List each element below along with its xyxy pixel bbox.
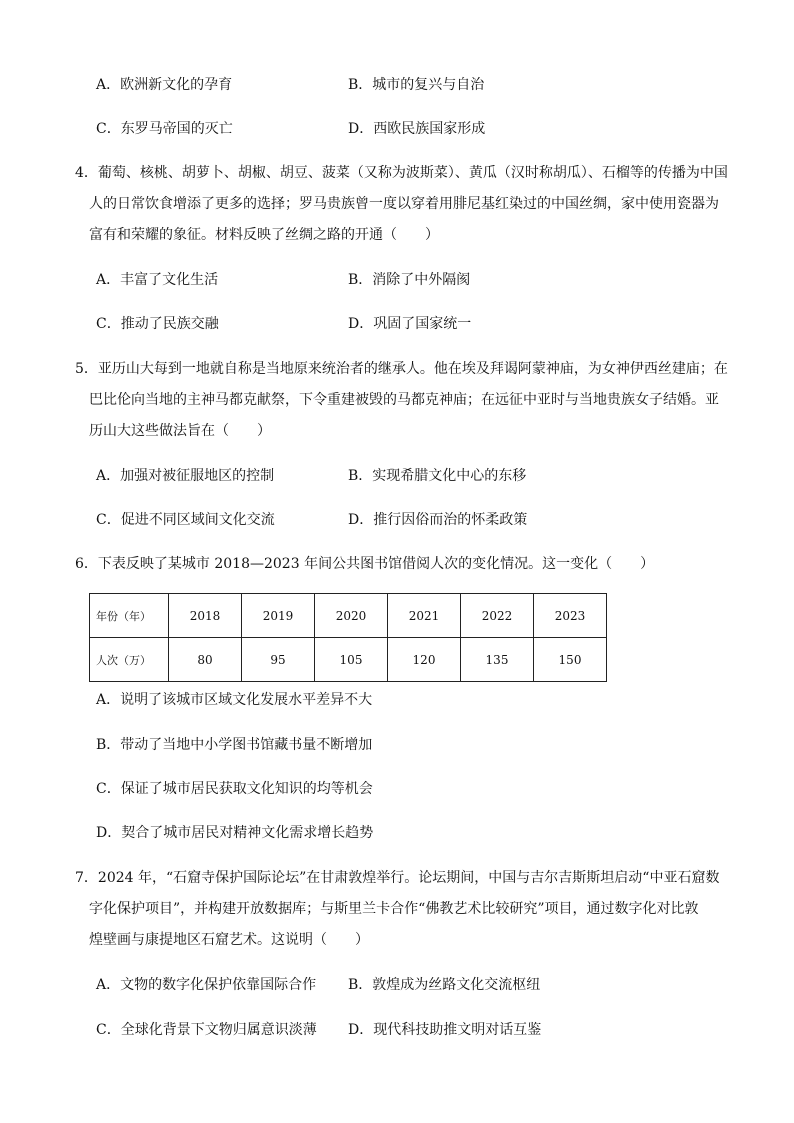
- option-text: 丰富了文化生活: [120, 272, 219, 288]
- table-cell: 135: [461, 638, 534, 682]
- option-text: 推动了民族交融: [120, 316, 219, 332]
- q7-option-a: [96, 975, 316, 995]
- q4-stem-line-2: 人的日常饮食增添了更多的选择；罗马贵族曾一度以穿着用腓尼基红染过的中国丝绸，家中使用瓷器为: [89, 196, 719, 212]
- table-cell: 105: [315, 638, 388, 682]
- q7-option-c: [96, 1020, 317, 1040]
- option-text: 推行因俗而治的怀柔政策: [373, 512, 528, 528]
- q4-stem-line-3: 富有和荣耀的象征。材料反映了丝绸之路的开通（ ）: [89, 227, 439, 243]
- option-text: 敦煌成为丝路文化交流枢纽: [372, 977, 541, 993]
- option-label: D．: [348, 1022, 374, 1038]
- q6-option-b: [96, 735, 372, 755]
- option-text: 城市的复兴与自治: [372, 77, 485, 93]
- option-text: 实现希腊文化中心的东移: [372, 468, 527, 484]
- option-text: 带动了当地中小学图书馆藏书量不断增加: [120, 737, 373, 753]
- table-cell: 95: [242, 638, 315, 682]
- option-text: 契合了城市居民对精神文化需求增长趋势: [121, 825, 374, 841]
- option-label: D．: [96, 825, 122, 841]
- q6-option-a: [96, 690, 372, 710]
- q7-stem-line-3: 煌壁画与康提地区石窟艺术。这说明（ ）: [89, 932, 369, 948]
- option-text: 西欧民族国家形成: [373, 121, 486, 137]
- q4-option-c: [96, 314, 219, 334]
- q4-option-b: [348, 270, 470, 290]
- table-cell: 80: [169, 638, 242, 682]
- q4-stem-line-1: 4．葡萄、核桃、胡萝卜、胡椒、胡豆、菠菜（又称为波斯菜）、黄瓜（汉时称胡瓜）、石榴等的传播为中国: [75, 165, 728, 181]
- option-text: 现代科技助推文明对话互鉴: [373, 1022, 542, 1038]
- table-cell: 2022: [461, 594, 534, 638]
- option-text: 文物的数字化保护依靠国际合作: [120, 977, 317, 993]
- option-text: 消除了中外隔阂: [372, 272, 471, 288]
- q5-stem-line-1: 5．亚历山大每到一地就自称是当地原来统治者的继承人。他在埃及拜谒阿蒙神庙，为女神伊西丝建庙；在: [75, 361, 728, 377]
- table-row-visits: [90, 638, 607, 682]
- option-label: C．: [96, 781, 121, 797]
- table-cell: 120: [388, 638, 461, 682]
- q3-option-a: [96, 75, 232, 95]
- table-cell: 2020: [315, 594, 388, 638]
- option-text: 保证了城市居民获取文化知识的均等机会: [120, 781, 373, 797]
- q5-option-c: [96, 510, 275, 530]
- option-text: 欧洲新文化的孕育: [120, 77, 233, 93]
- option-label: B．: [348, 77, 373, 93]
- option-label: A．: [96, 977, 121, 993]
- option-label: D．: [348, 512, 374, 528]
- table-row-years: [90, 594, 607, 638]
- q4-option-d: [348, 314, 471, 334]
- option-label: B．: [348, 272, 373, 288]
- library-visits-table: [89, 593, 607, 682]
- q5-stem-line-3: 历山大这些做法旨在（ ）: [89, 423, 271, 439]
- q7-option-b: [348, 975, 540, 995]
- option-label: B．: [96, 737, 121, 753]
- q5-option-b: [348, 466, 526, 486]
- option-text: 促进不同区域间文化交流: [120, 512, 275, 528]
- table-header-year: 年份（年）: [90, 594, 169, 638]
- option-label: C．: [96, 316, 121, 332]
- q6-option-c: [96, 779, 373, 799]
- q3-option-d: [348, 119, 485, 139]
- table-cell: 2021: [388, 594, 461, 638]
- q5-stem-line-2: 巴比伦向当地的主神马都克献祭，下令重建被毁的马都克神庙；在远征中亚时与当地贵族女子结婚。亚: [89, 392, 719, 408]
- option-label: B．: [348, 977, 373, 993]
- option-label: A．: [96, 77, 121, 93]
- option-text: 说明了该城市区域文化发展水平差异不大: [120, 692, 373, 708]
- option-text: 全球化背景下文物归属意识淡薄: [120, 1022, 317, 1038]
- option-text: 加强对被征服地区的控制: [120, 468, 275, 484]
- q7-stem-line-1: 7．2024 年，“石窟寺保护国际论坛”在甘肃敦煌举行。论坛期间，中国与吉尔吉斯斯坦启动“中亚石窟数: [75, 870, 720, 886]
- option-text: 巩固了国家统一: [373, 316, 472, 332]
- option-label: C．: [96, 121, 121, 137]
- table-header-visits: 人次（万）: [90, 638, 169, 682]
- option-label: D．: [348, 121, 374, 137]
- q3-option-b: [348, 75, 484, 95]
- option-label: A．: [96, 272, 121, 288]
- q7-stem-line-2: 字化保护项目”，并构建开放数据库；与斯里兰卡合作“佛教艺术比较研究”项目，通过数字化对比敦: [89, 901, 699, 917]
- option-label: B．: [348, 468, 373, 484]
- q3-option-c: [96, 119, 233, 139]
- option-label: C．: [96, 512, 121, 528]
- table-cell: 2018: [169, 594, 242, 638]
- q6-option-d: [96, 823, 373, 843]
- option-label: D．: [348, 316, 374, 332]
- q5-option-d: [348, 510, 527, 530]
- table-cell: 2019: [242, 594, 315, 638]
- table-cell: 2023: [534, 594, 607, 638]
- q4-option-a: [96, 270, 218, 290]
- q7-option-d: [348, 1020, 541, 1040]
- option-label: A．: [96, 692, 121, 708]
- table-cell: 150: [534, 638, 607, 682]
- option-text: 东罗马帝国的灭亡: [120, 121, 233, 137]
- q5-option-a: [96, 466, 274, 486]
- option-label: C．: [96, 1022, 121, 1038]
- q6-stem: 6．下表反映了某城市 2018—2023 年间公共图书馆借阅人次的变化情况。这一变化（ ）: [75, 556, 655, 572]
- option-label: A．: [96, 468, 121, 484]
